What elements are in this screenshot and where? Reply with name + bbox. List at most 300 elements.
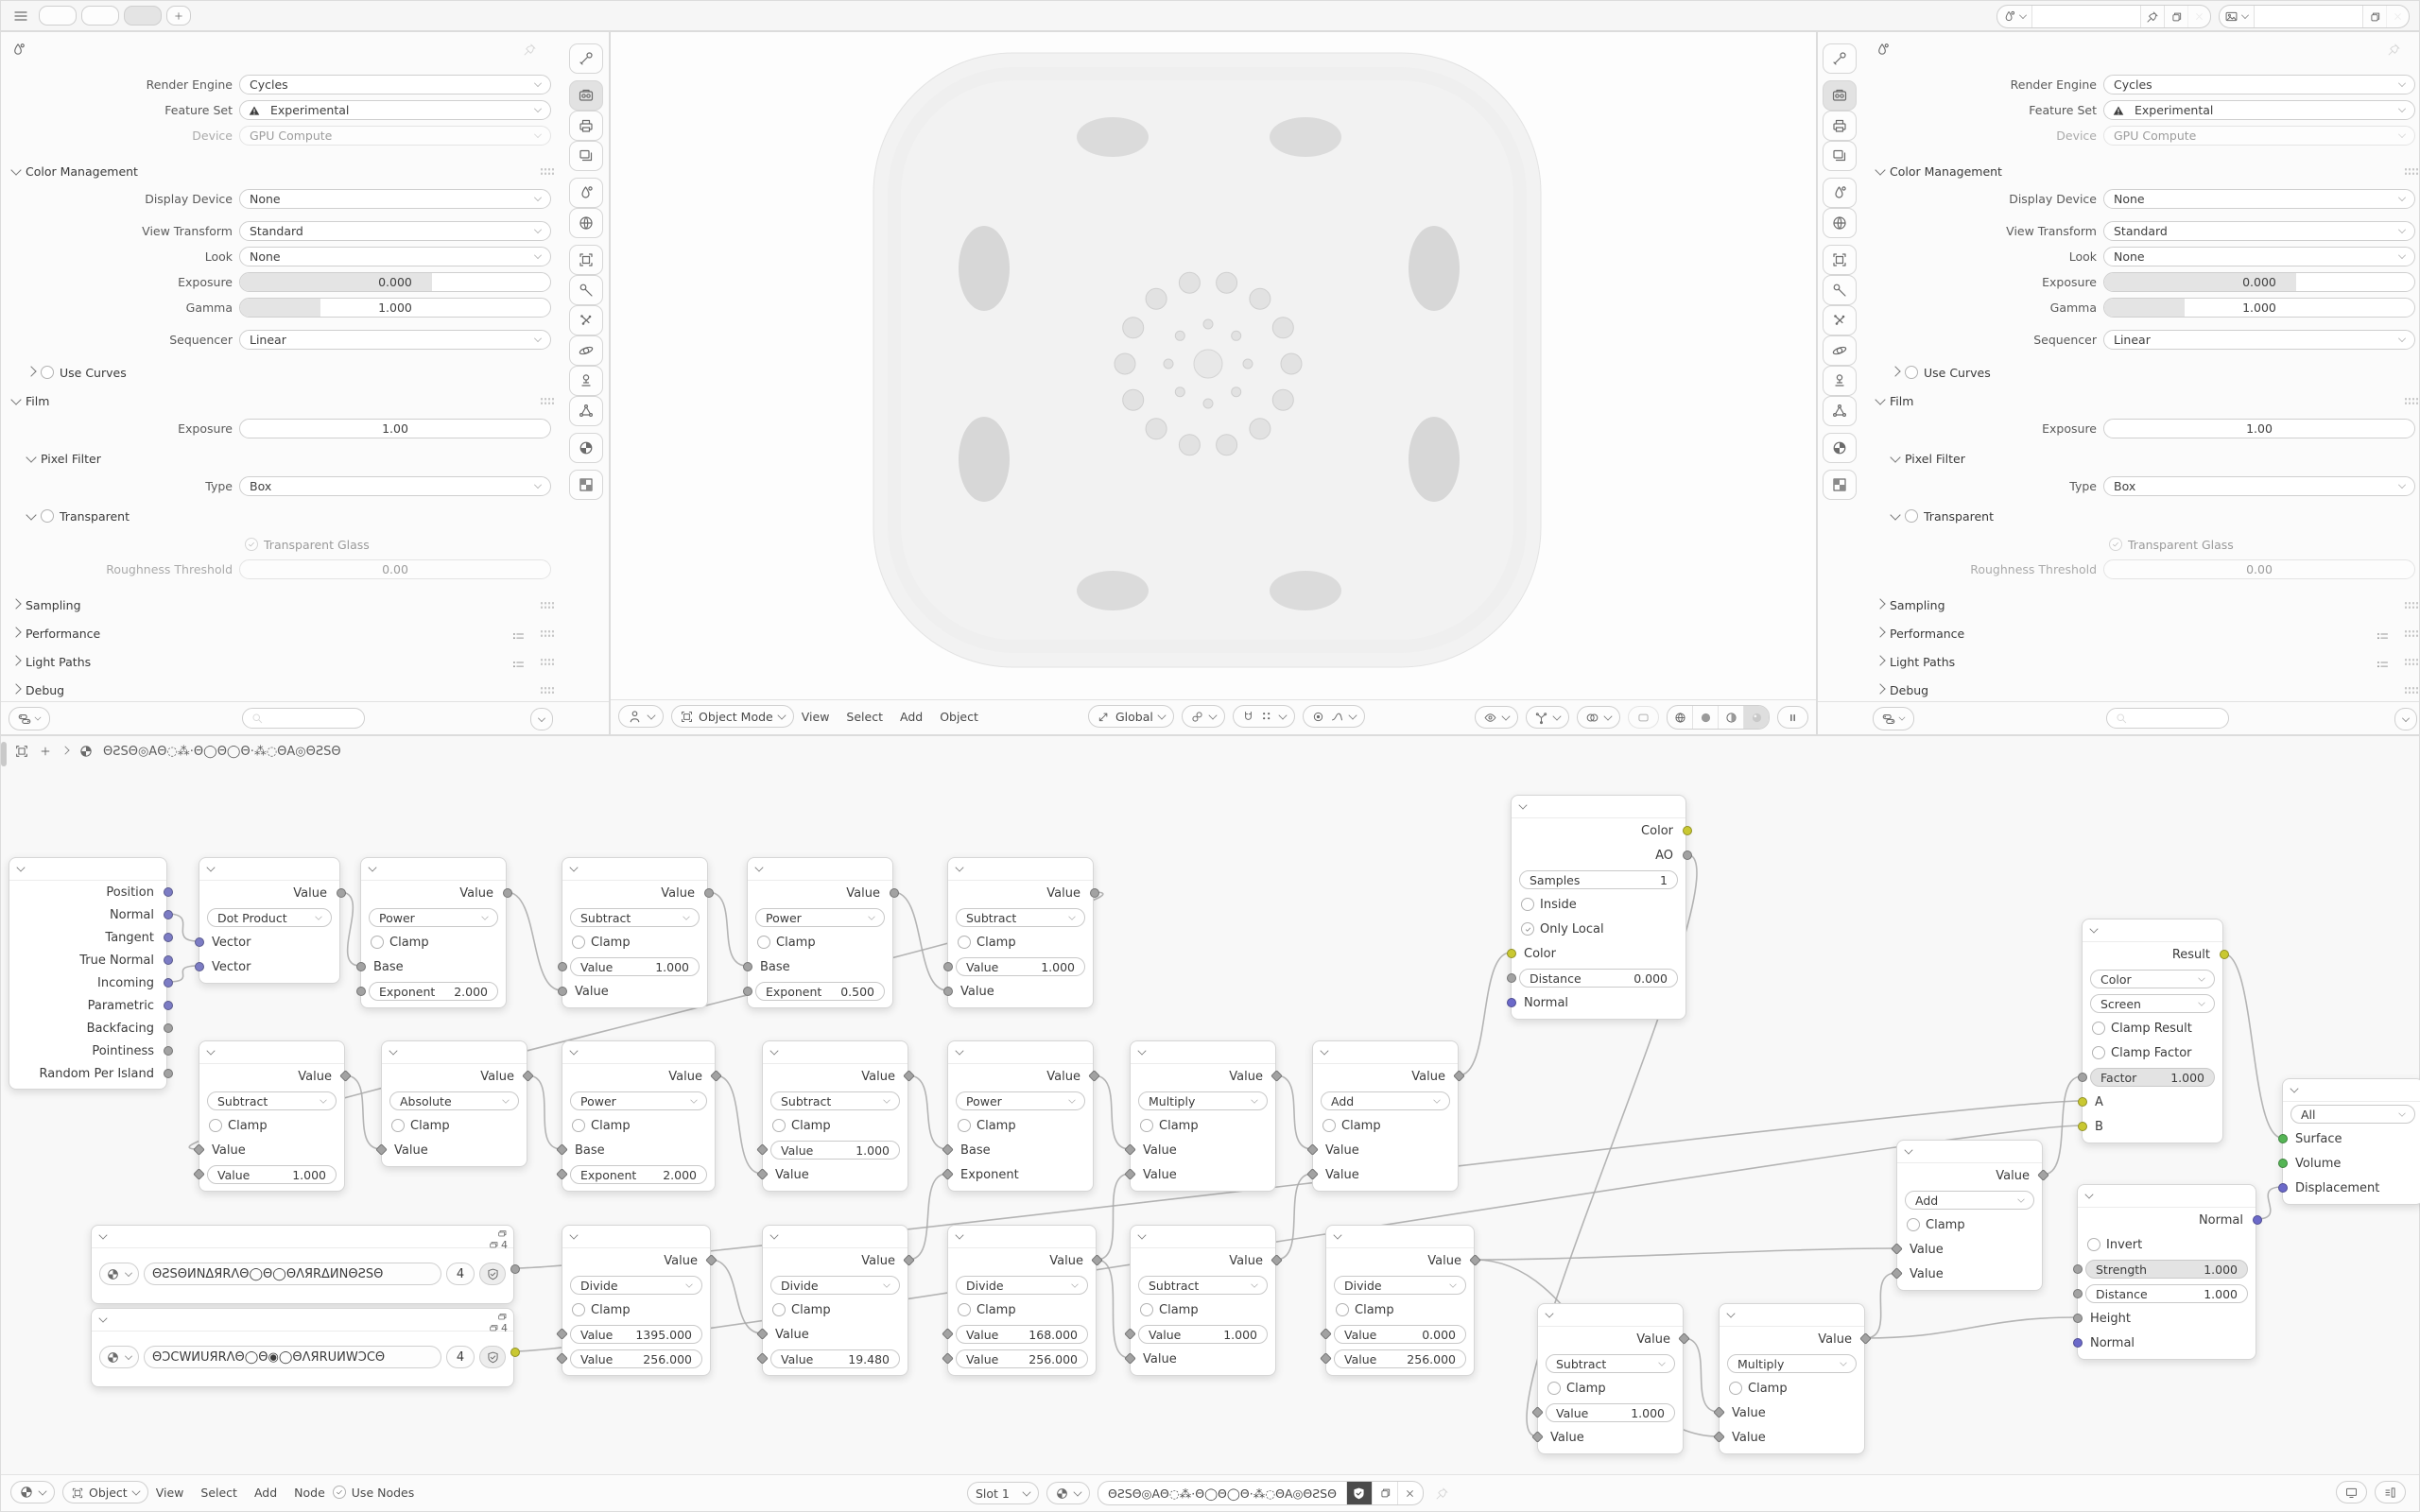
tab-world[interactable]: [1823, 208, 1857, 238]
node-divide3[interactable]: [947, 1225, 1097, 1376]
section-light-paths[interactable]: [1876, 651, 1955, 672]
prop-type[interactable]: Box: [239, 476, 551, 496]
socket[interactable]: [164, 1046, 173, 1056]
view-layer-selector-browse[interactable]: [2220, 6, 2254, 27]
node-dropdown-subtract[interactable]: Subtract: [1546, 1354, 1675, 1373]
node-subtract3[interactable]: [199, 1040, 345, 1192]
socket[interactable]: [704, 888, 714, 898]
node-dropdown-screen[interactable]: Screen: [2090, 994, 2215, 1013]
section-sampling[interactable]: [12, 594, 81, 615]
socket[interactable]: [943, 962, 953, 971]
socket[interactable]: [743, 987, 752, 996]
prop-feature-set[interactable]: Experimental: [2103, 100, 2415, 120]
socket[interactable]: [2073, 1264, 2083, 1274]
node-power4[interactable]: [947, 1040, 1094, 1192]
node-collapse-header[interactable]: [2283, 1079, 2420, 1102]
tab-object[interactable]: [1823, 245, 1857, 275]
node-output[interactable]: [2282, 1078, 2420, 1205]
node-collapse-header[interactable]: [763, 1041, 908, 1064]
overlays-dropdown[interactable]: [1577, 706, 1620, 729]
menu-add[interactable]: Add: [899, 709, 924, 724]
mode-dropdown[interactable]: [671, 705, 794, 728]
node-checkbox-clamp[interactable]: [948, 930, 1093, 954]
node-dropdown-subtract[interactable]: Subtract: [570, 908, 700, 927]
node-field-value[interactable]: Value 256.000: [956, 1349, 1088, 1368]
node-dropdown-add[interactable]: Add: [1905, 1191, 2034, 1210]
section-pixel-filter[interactable]: [1892, 448, 1965, 469]
shader-type-dropdown[interactable]: [62, 1481, 148, 1503]
node-dropdown-all[interactable]: All: [2290, 1105, 2415, 1124]
use-nodes-checkbox[interactable]: [333, 1486, 414, 1500]
fake-user-toggle[interactable]: [1346, 1482, 1372, 1504]
node-checkbox-only-local[interactable]: [1512, 917, 1685, 941]
socket[interactable]: [356, 962, 366, 971]
list-specials-icon[interactable]: [2376, 627, 2390, 644]
node-checkbox-clamp[interactable]: [1720, 1376, 1864, 1400]
section-light-paths[interactable]: [12, 651, 91, 672]
socket[interactable]: [1507, 973, 1516, 983]
tab-data[interactable]: [569, 396, 603, 426]
node-bump[interactable]: [2077, 1184, 2256, 1360]
properties-pin-icon[interactable]: [523, 40, 537, 58]
prop-exposure[interactable]: 1.00: [2103, 419, 2415, 438]
image-users-field[interactable]: 4: [446, 1346, 475, 1368]
node-dropdown-absolute[interactable]: Absolute: [389, 1091, 519, 1110]
tab-render[interactable]: [569, 80, 603, 111]
menu-select[interactable]: Select: [200, 1485, 237, 1500]
node-dropdown-dot-product[interactable]: Dot Product: [207, 908, 332, 927]
node-checkbox-clamp[interactable]: [562, 1113, 715, 1138]
footer-collapse-button[interactable]: [2394, 708, 2417, 730]
socket[interactable]: [2278, 1134, 2288, 1143]
prop-render-engine[interactable]: Cycles: [2103, 75, 2415, 94]
node-checkbox-clamp[interactable]: [763, 1113, 908, 1138]
menu-view[interactable]: View: [801, 709, 830, 724]
node-checkbox-clamp[interactable]: [1538, 1376, 1683, 1400]
socket[interactable]: [2078, 1097, 2087, 1107]
node-collapse-header[interactable]: [382, 1041, 527, 1064]
image-name-field[interactable]: [144, 1346, 441, 1368]
node-geometry[interactable]: [9, 857, 167, 1090]
node-collapse-header[interactable]: [1512, 796, 1685, 818]
tab-object[interactable]: [569, 245, 603, 275]
node-checkbox-clamp[interactable]: [748, 930, 892, 954]
socket[interactable]: [743, 962, 752, 971]
node-dropdown-multiply[interactable]: Multiply: [1727, 1354, 1857, 1373]
socket[interactable]: [195, 962, 204, 971]
socket[interactable]: [2253, 1215, 2262, 1225]
tab-output[interactable]: [1823, 111, 1857, 141]
copy-material-button[interactable]: [1372, 1482, 1397, 1504]
viewport-editor-type-button[interactable]: [618, 705, 664, 728]
node-subtract2[interactable]: [947, 857, 1094, 1008]
view-layer-selector-unlink[interactable]: [2386, 6, 2409, 27]
node-field-exponent[interactable]: Exponent 0.500: [755, 982, 885, 1001]
editor-type-button[interactable]: [1873, 707, 1914, 730]
proportional-editing-dropdown[interactable]: [1303, 705, 1365, 728]
search-input[interactable]: [242, 708, 365, 729]
node-collapse-header[interactable]: [2083, 919, 2222, 942]
scene-selector-copy[interactable]: [2164, 6, 2187, 27]
node-add1[interactable]: [1312, 1040, 1459, 1192]
node-collapse-header[interactable]: [9, 858, 166, 881]
section-use-curves[interactable]: [27, 362, 127, 383]
workspace-tab[interactable]: [39, 6, 77, 26]
socket[interactable]: [943, 987, 953, 996]
node-collapse-header[interactable]: [92, 1309, 513, 1332]
tab-tool[interactable]: [569, 43, 603, 74]
node-collapse-header[interactable]: [1538, 1304, 1683, 1327]
section-checkbox[interactable]: [1905, 509, 1918, 523]
menu-object[interactable]: Object: [940, 709, 978, 724]
node-dropdown-divide[interactable]: Divide: [1334, 1276, 1466, 1295]
tab-physics[interactable]: [569, 335, 603, 366]
node-checkbox-clamp[interactable]: [763, 1297, 908, 1322]
socket[interactable]: [2220, 950, 2229, 959]
section-color-management[interactable]: [12, 161, 138, 181]
list-specials-icon[interactable]: [2376, 655, 2390, 673]
search-input[interactable]: [2106, 708, 2229, 729]
socket[interactable]: [510, 1264, 520, 1274]
prop-roughness-threshold[interactable]: 0.00: [2103, 559, 2415, 579]
socket[interactable]: [2078, 1122, 2087, 1131]
socket[interactable]: [503, 888, 512, 898]
list-specials-icon[interactable]: [511, 655, 526, 673]
tab-modifiers[interactable]: [1823, 275, 1857, 305]
menu-select[interactable]: Select: [846, 709, 883, 724]
prop-type[interactable]: Box: [2103, 476, 2415, 496]
socket[interactable]: [164, 978, 173, 988]
node-dropdown-power[interactable]: Power: [755, 908, 885, 927]
node-subtract4[interactable]: [762, 1040, 908, 1192]
tab-scene[interactable]: [1823, 178, 1857, 208]
section-film[interactable]: [12, 390, 49, 411]
tab-modifiers[interactable]: [569, 275, 603, 305]
unlink-material-button[interactable]: [1397, 1482, 1423, 1504]
socket[interactable]: [1531, 1406, 1544, 1418]
node-divide1[interactable]: [562, 1225, 711, 1376]
node-field-value[interactable]: Value 19.480: [770, 1349, 900, 1368]
prop-sequencer[interactable]: Linear: [2103, 330, 2415, 350]
tab-output[interactable]: [569, 111, 603, 141]
node-subtract5[interactable]: [1130, 1225, 1276, 1376]
sidebar-toggle[interactable]: [2375, 1481, 2406, 1503]
node-power3[interactable]: [562, 1040, 716, 1192]
fake-user-toggle[interactable]: [479, 1346, 506, 1368]
socket[interactable]: [2073, 1314, 2083, 1323]
tab-world[interactable]: [569, 208, 603, 238]
prop-view-transform[interactable]: Standard: [239, 221, 551, 241]
node-checkbox-clamp[interactable]: [1313, 1113, 1458, 1138]
node-collapse-header[interactable]: [948, 1226, 1096, 1248]
socket[interactable]: [164, 887, 173, 897]
pause-render-button[interactable]: [1777, 706, 1808, 729]
socket[interactable]: [2078, 1073, 2087, 1082]
section-film[interactable]: [1876, 390, 1913, 411]
node-field-value[interactable]: Value 1.000: [1546, 1403, 1675, 1422]
browse-material-dropdown[interactable]: [1046, 1482, 1090, 1504]
workspace-tab[interactable]: [124, 6, 162, 26]
section-sampling[interactable]: [1876, 594, 1945, 615]
socket[interactable]: [556, 1352, 568, 1365]
pin-icon[interactable]: [1435, 1486, 1449, 1501]
node-field-value[interactable]: Value 1.000: [1138, 1325, 1268, 1344]
socket[interactable]: [556, 1168, 568, 1180]
node-checkbox-clamp[interactable]: [382, 1113, 527, 1138]
node-checkbox-clamp[interactable]: [1131, 1113, 1275, 1138]
socket[interactable]: [164, 1023, 173, 1033]
socket[interactable]: [890, 888, 899, 898]
node-checkbox-clamp[interactable]: [562, 1297, 710, 1322]
node-dropdown-subtract[interactable]: Subtract: [956, 908, 1085, 927]
section-checkbox[interactable]: [1905, 366, 1918, 379]
prop-look[interactable]: None: [2103, 247, 2415, 266]
prop-device[interactable]: GPU Compute: [239, 126, 551, 146]
tab-constraints[interactable]: [1823, 366, 1857, 396]
scrollbar-sliver[interactable]: [1, 742, 7, 766]
node-multiply1[interactable]: [1130, 1040, 1276, 1192]
transform-pivot-dropdown[interactable]: [1182, 705, 1225, 728]
view-layer-selector-name-field[interactable]: [2254, 6, 2362, 27]
workspace-tab[interactable]: [81, 6, 119, 26]
footer-collapse-button[interactable]: [530, 708, 553, 730]
node-divide2[interactable]: [762, 1225, 908, 1376]
menu-add[interactable]: Add: [253, 1485, 278, 1500]
browse-image-dropdown[interactable]: [99, 1346, 139, 1368]
node-field-value[interactable]: Value 256.000: [570, 1349, 702, 1368]
node-dropdown-add[interactable]: Add: [1321, 1091, 1450, 1110]
tab-tool[interactable]: [1823, 43, 1857, 74]
node-dropdown-multiply[interactable]: Multiply: [1138, 1091, 1268, 1110]
section-checkbox[interactable]: [41, 509, 54, 523]
tab-scene[interactable]: [569, 178, 603, 208]
tab-physics[interactable]: [1823, 335, 1857, 366]
node-collapse-header[interactable]: [748, 858, 892, 881]
section-transparent[interactable]: [27, 506, 130, 526]
node-field-value[interactable]: Value 256.000: [1334, 1349, 1466, 1368]
node-checkbox-clamp[interactable]: [1131, 1297, 1275, 1322]
scene-selector-browse[interactable]: [1997, 6, 2031, 27]
tab-data[interactable]: [1823, 396, 1857, 426]
section-pixel-filter[interactable]: [27, 448, 101, 469]
node-collapse-header[interactable]: [948, 1041, 1093, 1064]
tab-constraints[interactable]: [569, 366, 603, 396]
editor-type-button[interactable]: [9, 707, 50, 730]
socket[interactable]: [1683, 826, 1692, 835]
socket[interactable]: [164, 1001, 173, 1010]
node-img2[interactable]: [91, 1308, 514, 1387]
socket[interactable]: [356, 987, 366, 996]
node-checkbox-invert[interactable]: [2078, 1232, 2256, 1257]
socket[interactable]: [756, 1143, 769, 1156]
node-field-distance[interactable]: Distance 0.000: [1519, 969, 1678, 988]
node-checkbox-clamp-result[interactable]: [2083, 1016, 2222, 1040]
material-name-field[interactable]: [1098, 1481, 1424, 1505]
socket[interactable]: [1683, 850, 1692, 860]
shading-solid-button[interactable]: [1692, 706, 1718, 729]
section-debug[interactable]: [1876, 679, 1928, 700]
socket[interactable]: [942, 1328, 954, 1340]
node-collapse-header[interactable]: [2078, 1185, 2256, 1208]
socket[interactable]: [1124, 1328, 1136, 1340]
snapping-dropdown[interactable]: [1233, 705, 1295, 728]
node-field-value[interactable]: Value 1395.000: [570, 1325, 702, 1344]
properties-pin-icon[interactable]: [2387, 40, 2401, 58]
tab-particles[interactable]: [569, 305, 603, 335]
socket[interactable]: [1320, 1328, 1332, 1340]
node-collapse-header[interactable]: [199, 858, 339, 881]
node-dot[interactable]: [199, 857, 340, 984]
view-layer-selector-copy[interactable]: [2362, 6, 2386, 27]
node-collapse-header[interactable]: [1313, 1041, 1458, 1064]
image-name-field[interactable]: [144, 1263, 441, 1285]
tab-material[interactable]: [569, 433, 603, 463]
node-divide4[interactable]: [1325, 1225, 1475, 1376]
gizmos-dropdown[interactable]: [1526, 706, 1569, 729]
node-dropdown-power[interactable]: Power: [570, 1091, 707, 1110]
shading-wireframe-button[interactable]: [1668, 706, 1692, 729]
socket[interactable]: [1320, 1352, 1332, 1365]
socket[interactable]: [164, 910, 173, 919]
node-field-factor[interactable]: Factor 1.000: [2090, 1068, 2215, 1087]
prop-gamma[interactable]: 1.000: [239, 298, 551, 318]
viewport-3d[interactable]: [610, 31, 1817, 735]
node-checkbox-clamp[interactable]: [562, 930, 707, 954]
node-field-samples[interactable]: Samples 1: [1519, 870, 1678, 889]
prop-render-engine[interactable]: Cycles: [239, 75, 551, 94]
socket[interactable]: [164, 1069, 173, 1078]
node-field-value[interactable]: Value 1.000: [570, 957, 700, 976]
material-slot-dropdown[interactable]: [967, 1482, 1039, 1504]
editor-type-button[interactable]: [10, 1481, 55, 1503]
node-mix[interactable]: [2082, 919, 2223, 1143]
snapping-toggle[interactable]: [2336, 1481, 2367, 1503]
prop-sequencer[interactable]: Linear: [239, 330, 551, 350]
node-power1[interactable]: [360, 857, 507, 1008]
menu-node[interactable]: Node: [294, 1485, 325, 1500]
tab-texture[interactable]: [569, 470, 603, 500]
socket[interactable]: [164, 955, 173, 965]
node-dropdown-divide[interactable]: Divide: [770, 1276, 900, 1295]
node-field-value[interactable]: Value 0.000: [1334, 1325, 1466, 1344]
node-collapse-header[interactable]: [562, 858, 707, 881]
prop-look[interactable]: None: [239, 247, 551, 266]
node-collapse-header[interactable]: [199, 1041, 344, 1064]
image-users-field[interactable]: 4: [446, 1263, 475, 1285]
prop-device[interactable]: GPU Compute: [2103, 126, 2415, 146]
prop-exposure[interactable]: 0.000: [239, 272, 551, 292]
node-collapse-header[interactable]: [562, 1226, 710, 1248]
node-field-distance[interactable]: Distance 1.000: [2085, 1284, 2248, 1303]
node-collapse-header[interactable]: [763, 1226, 908, 1248]
node-checkbox-clamp[interactable]: [361, 930, 506, 954]
socket[interactable]: [558, 987, 567, 996]
socket[interactable]: [942, 1352, 954, 1365]
node-collapse-header[interactable]: [1720, 1304, 1864, 1327]
socket[interactable]: [195, 937, 204, 947]
node-collapse-header[interactable]: [562, 1041, 715, 1064]
section-use-curves[interactable]: [1892, 362, 1991, 383]
list-specials-icon[interactable]: [511, 627, 526, 644]
node-subtract1[interactable]: [562, 857, 708, 1008]
node-dropdown-subtract[interactable]: Subtract: [770, 1091, 900, 1110]
tab-view-layer[interactable]: [569, 141, 603, 171]
node-checkbox-clamp[interactable]: [1897, 1212, 2042, 1237]
node-field-exponent[interactable]: Exponent 2.000: [369, 982, 498, 1001]
socket[interactable]: [1507, 998, 1516, 1007]
node-ao[interactable]: [1511, 795, 1686, 1020]
node-dropdown-power[interactable]: Power: [369, 908, 498, 927]
socket[interactable]: [558, 962, 567, 971]
node-field-strength[interactable]: Strength 1.000: [2085, 1260, 2248, 1279]
scene-selector-unlink[interactable]: [2187, 6, 2210, 27]
tab-texture[interactable]: [1823, 470, 1857, 500]
node-subtract6[interactable]: [1537, 1303, 1684, 1454]
socket[interactable]: [510, 1348, 520, 1357]
checkbox-icon[interactable]: [2109, 538, 2122, 551]
prop-exposure[interactable]: 1.00: [239, 419, 551, 438]
socket[interactable]: [337, 888, 346, 898]
fake-user-toggle[interactable]: [479, 1263, 506, 1285]
socket[interactable]: [756, 1352, 769, 1365]
prop-exposure[interactable]: 0.000: [2103, 272, 2415, 292]
tab-material[interactable]: [1823, 433, 1857, 463]
prop-gamma[interactable]: 1.000: [2103, 298, 2415, 318]
node-field-value[interactable]: Value 1.000: [770, 1141, 900, 1160]
prop-display-device[interactable]: None: [239, 189, 551, 209]
socket[interactable]: [1090, 888, 1099, 898]
node-checkbox-clamp[interactable]: [1326, 1297, 1474, 1322]
prop-roughness-threshold[interactable]: 0.00: [239, 559, 551, 579]
menu-view[interactable]: View: [155, 1485, 184, 1500]
socket[interactable]: [193, 1168, 205, 1180]
node-collapse-header[interactable]: [1326, 1226, 1474, 1248]
node-field-value[interactable]: Value 1.000: [956, 957, 1085, 976]
app-menu-icon[interactable]: [12, 7, 29, 26]
node-field-value[interactable]: Value 168.000: [956, 1325, 1088, 1344]
node-checkbox-clamp[interactable]: [199, 1113, 344, 1138]
node-field-value[interactable]: Value 1.000: [207, 1165, 337, 1184]
checkbox-icon[interactable]: [245, 538, 258, 551]
node-collapse-header[interactable]: [92, 1226, 513, 1251]
section-performance[interactable]: [12, 623, 100, 644]
tab-render[interactable]: [1823, 80, 1857, 111]
transform-orientation-dropdown[interactable]: [1088, 705, 1174, 728]
node-checkbox-clamp-factor[interactable]: [2083, 1040, 2222, 1065]
node-checkbox-inside[interactable]: [1512, 892, 1685, 917]
socket[interactable]: [2278, 1159, 2288, 1168]
node-collapse-header[interactable]: [1131, 1041, 1275, 1064]
node-power2[interactable]: [747, 857, 893, 1008]
node-collapse-header[interactable]: [1131, 1226, 1275, 1248]
browse-image-dropdown[interactable]: [99, 1263, 139, 1285]
section-checkbox[interactable]: [41, 366, 54, 379]
node-collapse-header[interactable]: [948, 858, 1093, 881]
shading-material-button[interactable]: [1718, 706, 1743, 729]
node-absolute[interactable]: [381, 1040, 527, 1167]
socket[interactable]: [2278, 1183, 2288, 1193]
node-dropdown-subtract[interactable]: Subtract: [207, 1091, 337, 1110]
node-dropdown-divide[interactable]: Divide: [570, 1276, 702, 1295]
object-visibility-dropdown[interactable]: [1475, 706, 1518, 729]
prop-display-device[interactable]: None: [2103, 189, 2415, 209]
shading-rendered-button[interactable]: [1743, 706, 1769, 729]
node-add2[interactable]: [1896, 1140, 2043, 1291]
socket[interactable]: [556, 1328, 568, 1340]
tab-view-layer[interactable]: [1823, 141, 1857, 171]
scene-selector-pin[interactable]: [2140, 6, 2164, 27]
node-dropdown-color[interactable]: Color: [2090, 970, 2215, 988]
